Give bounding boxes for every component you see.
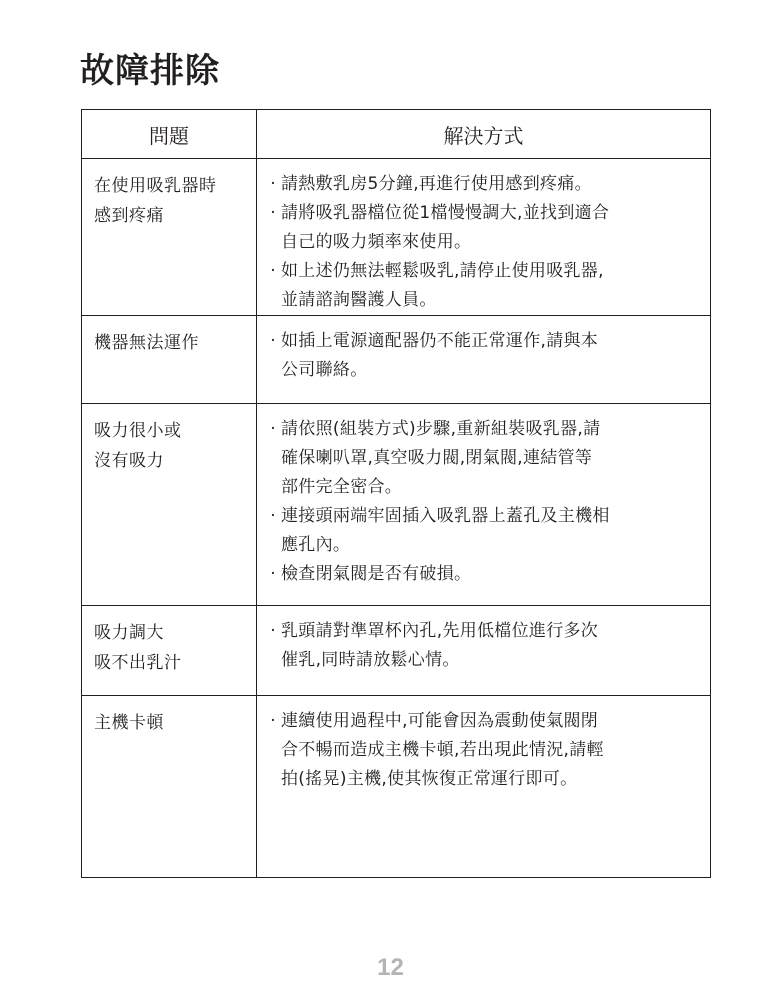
solution-line: 確保喇叭罩,真空吸力閥,閉氣閥,連結管等 [281, 448, 593, 468]
problem-text: 吸力調大 [94, 623, 164, 643]
solution-cell [257, 696, 711, 878]
bullet-dot: · [270, 203, 276, 223]
table-row [82, 696, 711, 878]
solution-item [265, 257, 704, 315]
solution-text [281, 199, 704, 257]
solution-line: 拍(搖晃)主機,使其恢復正常運行即可。 [281, 769, 578, 789]
table-row [82, 159, 711, 316]
troubleshooting-table [81, 109, 711, 878]
problem-cell [82, 316, 257, 404]
table-row [82, 606, 711, 696]
solution-item [265, 502, 704, 560]
problem-text: 沒有吸力 [94, 451, 164, 471]
solution-text [281, 327, 704, 385]
solution-item [265, 170, 704, 199]
solution-text [281, 257, 704, 315]
table-row [82, 316, 711, 404]
solution-line: 如插上電源適配器仍不能正常運作,請與本 [281, 331, 599, 351]
solution-cell [257, 404, 711, 606]
solution-line: 請依照(組裝方式)步驟,重新組裝吸乳器,請 [281, 419, 601, 439]
header-problem: 問題 [82, 110, 257, 159]
solution-text [281, 502, 704, 560]
solution-line: 乳頭請對準罩杯內孔,先用低檔位進行多次 [281, 621, 599, 641]
solution-item [265, 560, 704, 589]
solution-line: 檢查閉氣閥是否有破損。 [281, 564, 472, 584]
problem-cell [82, 696, 257, 878]
bullet-dot: · [270, 419, 276, 439]
bullet-dot: · [270, 564, 276, 584]
solution-text [281, 170, 704, 199]
problem-text: 吸不出乳汁 [94, 653, 182, 673]
solution-cell [257, 159, 711, 316]
bullet-dot: · [270, 174, 276, 194]
solution-text [281, 415, 704, 502]
solution-line: 請熱敷乳房5分鐘,再進行使用感到疼痛。 [281, 174, 592, 194]
solution-line: 如上述仍無法輕鬆吸乳,請停止使用吸乳器, [281, 261, 604, 281]
solution-item [265, 415, 704, 502]
solution-line: 請將吸乳器檔位從1檔慢慢調大,並找到適合 [281, 203, 610, 223]
solution-item [265, 617, 704, 675]
header-solution: 解決方式 [257, 110, 711, 159]
problem-text: 吸力很小或 [94, 421, 182, 441]
problem-cell [82, 404, 257, 606]
page-number: 12 [377, 954, 404, 981]
bullet-dot: · [270, 261, 276, 281]
solution-item [265, 199, 704, 257]
solution-text [281, 617, 704, 675]
problem-cell [82, 606, 257, 696]
solution-line: 自己的吸力頻率來使用。 [281, 232, 472, 252]
solution-text [281, 707, 704, 794]
problem-text: 在使用吸乳器時 [94, 176, 217, 196]
solution-text [281, 560, 704, 589]
solution-line: 連續使用過程中,可能會因為震動使氣閥閉 [281, 711, 599, 731]
solution-line: 部件完全密合。 [281, 477, 403, 497]
solution-cell [257, 316, 711, 404]
bullet-dot: · [270, 506, 276, 526]
solution-line: 並請諮詢醫護人員。 [281, 290, 437, 310]
solution-line: 應孔內。 [281, 535, 351, 555]
table-row [82, 404, 711, 606]
solution-item [265, 707, 704, 794]
solution-line: 催乳,同時請放鬆心情。 [281, 650, 460, 670]
bullet-dot: · [270, 711, 276, 731]
solution-cell [257, 606, 711, 696]
problem-text: 感到疼痛 [94, 206, 164, 226]
table-body [82, 159, 711, 878]
page-title: 故障排除 [80, 51, 220, 91]
bullet-dot: · [270, 621, 276, 641]
bullet-dot: · [270, 331, 276, 351]
table-header-row [82, 110, 711, 159]
solution-item [265, 327, 704, 385]
solution-line: 公司聯絡。 [281, 360, 368, 380]
solution-line: 合不暢而造成主機卡頓,若出現此情況,請輕 [281, 740, 604, 760]
problem-text: 主機卡頓 [94, 713, 164, 733]
solution-line: 連接頭兩端牢固插入吸乳器上蓋孔及主機相 [281, 506, 610, 526]
problem-text: 機器無法運作 [94, 333, 199, 353]
problem-cell [82, 159, 257, 316]
